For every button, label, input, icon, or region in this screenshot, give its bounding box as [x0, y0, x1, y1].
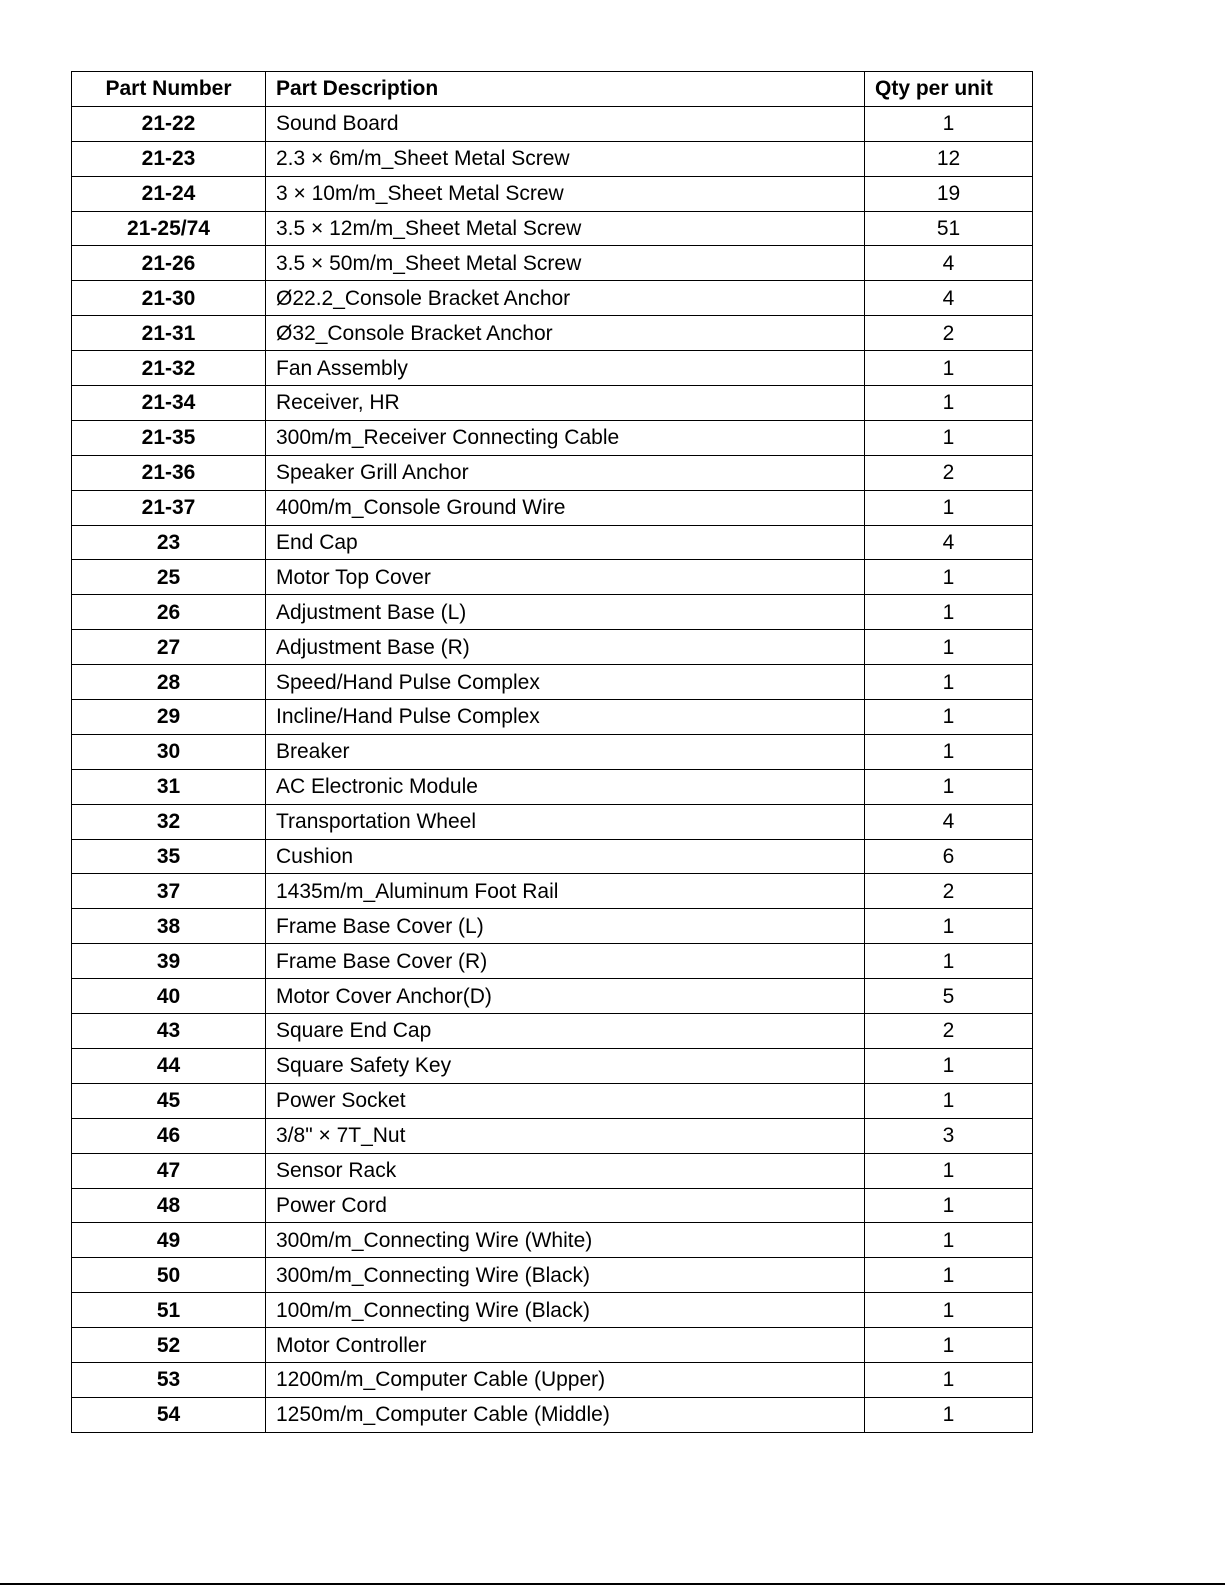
part-number-cell: 52 [72, 1328, 266, 1363]
table-row [72, 316, 1033, 351]
part-description-cell: Receiver, HR [266, 386, 865, 421]
part-description-cell: 3 × 10m/m_Sheet Metal Screw [266, 176, 865, 211]
qty-per-unit-cell: 1 [865, 420, 1033, 455]
table-row [72, 734, 1033, 769]
qty-per-unit-cell: 12 [865, 141, 1033, 176]
part-description-cell: Sound Board [266, 106, 865, 141]
table-row [72, 211, 1033, 246]
table-header [72, 72, 1033, 107]
part-number-cell: 30 [72, 734, 266, 769]
part-description-cell: 3.5 × 50m/m_Sheet Metal Screw [266, 246, 865, 281]
part-description-cell: Breaker [266, 734, 865, 769]
part-number-cell: 21-26 [72, 246, 266, 281]
qty-per-unit-cell: 1 [865, 630, 1033, 665]
part-description-cell: 1200m/m_Computer Cable (Upper) [266, 1362, 865, 1397]
part-number-cell: 50 [72, 1258, 266, 1293]
table-row [72, 386, 1033, 421]
table-row [72, 1328, 1033, 1363]
part-number-cell: 21-31 [72, 316, 266, 351]
table-row [72, 804, 1033, 839]
part-description-cell: Motor Top Cover [266, 560, 865, 595]
table-row [72, 106, 1033, 141]
table-row [72, 944, 1033, 979]
part-description-cell: Power Socket [266, 1083, 865, 1118]
part-number-cell: 48 [72, 1188, 266, 1223]
table-row [72, 909, 1033, 944]
part-number-cell: 21-22 [72, 106, 266, 141]
qty-per-unit-cell: 1 [865, 1362, 1033, 1397]
table-row [72, 281, 1033, 316]
table-body [72, 106, 1033, 1432]
part-description-cell: 400m/m_Console Ground Wire [266, 490, 865, 525]
part-description-cell: Adjustment Base (R) [266, 630, 865, 665]
qty-per-unit-cell: 1 [865, 700, 1033, 735]
part-description-cell: Transportation Wheel [266, 804, 865, 839]
table-row [72, 1188, 1033, 1223]
part-number-cell: 21-23 [72, 141, 266, 176]
part-number-cell: 28 [72, 665, 266, 700]
qty-per-unit-cell: 2 [865, 316, 1033, 351]
qty-per-unit-cell: 2 [865, 455, 1033, 490]
table-row [72, 455, 1033, 490]
part-number-cell: 21-24 [72, 176, 266, 211]
part-number-cell: 21-32 [72, 351, 266, 386]
table-row [72, 839, 1033, 874]
qty-per-unit-cell: 1 [865, 386, 1033, 421]
part-description-cell: 300m/m_Connecting Wire (White) [266, 1223, 865, 1258]
table-row [72, 420, 1033, 455]
table-row [72, 874, 1033, 909]
part-number-cell: 45 [72, 1083, 266, 1118]
parts-list-table [71, 71, 1033, 1433]
table-row [72, 1118, 1033, 1153]
part-number-cell: 21-36 [72, 455, 266, 490]
table-row [72, 665, 1033, 700]
part-description-cell: Speaker Grill Anchor [266, 455, 865, 490]
table-row [72, 1397, 1033, 1432]
part-number-cell: 23 [72, 525, 266, 560]
table-row [72, 1083, 1033, 1118]
qty-per-unit-cell: 1 [865, 1188, 1033, 1223]
qty-per-unit-cell: 1 [865, 1153, 1033, 1188]
table-row [72, 351, 1033, 386]
table-row [72, 1293, 1033, 1328]
part-number-cell: 49 [72, 1223, 266, 1258]
part-number-cell: 26 [72, 595, 266, 630]
table-row [72, 246, 1033, 281]
qty-per-unit-cell: 1 [865, 1223, 1033, 1258]
part-description-cell: End Cap [266, 525, 865, 560]
qty-per-unit-cell: 5 [865, 979, 1033, 1014]
part-description-cell: Square Safety Key [266, 1048, 865, 1083]
part-description-cell: Fan Assembly [266, 351, 865, 386]
qty-per-unit-cell: 1 [865, 595, 1033, 630]
header-part-description: Part Description [266, 72, 865, 107]
qty-per-unit-cell: 4 [865, 804, 1033, 839]
part-number-cell: 31 [72, 769, 266, 804]
part-number-cell: 27 [72, 630, 266, 665]
part-description-cell: 3.5 × 12m/m_Sheet Metal Screw [266, 211, 865, 246]
part-description-cell: Ø32_Console Bracket Anchor [266, 316, 865, 351]
part-number-cell: 21-30 [72, 281, 266, 316]
part-number-cell: 35 [72, 839, 266, 874]
part-description-cell: Motor Cover Anchor(D) [266, 979, 865, 1014]
table-row [72, 1014, 1033, 1049]
table-row [72, 141, 1033, 176]
qty-per-unit-cell: 1 [865, 1083, 1033, 1118]
part-number-cell: 43 [72, 1014, 266, 1049]
part-description-cell: 300m/m_Receiver Connecting Cable [266, 420, 865, 455]
part-number-cell: 32 [72, 804, 266, 839]
table-row [72, 1153, 1033, 1188]
part-number-cell: 47 [72, 1153, 266, 1188]
part-description-cell: Ø22.2_Console Bracket Anchor [266, 281, 865, 316]
table-row [72, 176, 1033, 211]
part-number-cell: 46 [72, 1118, 266, 1153]
qty-per-unit-cell: 1 [865, 560, 1033, 595]
qty-per-unit-cell: 6 [865, 839, 1033, 874]
qty-per-unit-cell: 1 [865, 734, 1033, 769]
table-row [72, 630, 1033, 665]
qty-per-unit-cell: 4 [865, 525, 1033, 560]
part-description-cell: 1435m/m_Aluminum Foot Rail [266, 874, 865, 909]
qty-per-unit-cell: 1 [865, 1293, 1033, 1328]
part-description-cell: 300m/m_Connecting Wire (Black) [266, 1258, 865, 1293]
table-row [72, 1258, 1033, 1293]
part-description-cell: 100m/m_Connecting Wire (Black) [266, 1293, 865, 1328]
part-description-cell: Speed/Hand Pulse Complex [266, 665, 865, 700]
qty-per-unit-cell: 1 [865, 490, 1033, 525]
table-row [72, 525, 1033, 560]
part-number-cell: 51 [72, 1293, 266, 1328]
part-description-cell: Square End Cap [266, 1014, 865, 1049]
qty-per-unit-cell: 3 [865, 1118, 1033, 1153]
table-row [72, 979, 1033, 1014]
part-description-cell: 3/8" × 7T_Nut [266, 1118, 865, 1153]
part-number-cell: 21-25/74 [72, 211, 266, 246]
qty-per-unit-cell: 1 [865, 1328, 1033, 1363]
qty-per-unit-cell: 1 [865, 1397, 1033, 1432]
qty-per-unit-cell: 19 [865, 176, 1033, 211]
part-number-cell: 54 [72, 1397, 266, 1432]
header-row [72, 72, 1033, 107]
part-number-cell: 29 [72, 700, 266, 735]
qty-per-unit-cell: 2 [865, 874, 1033, 909]
part-number-cell: 21-37 [72, 490, 266, 525]
table-row [72, 700, 1033, 735]
qty-per-unit-cell: 1 [865, 1258, 1033, 1293]
header-qty-per-unit: Qty per unit [865, 72, 1033, 107]
table-row [72, 1048, 1033, 1083]
part-number-cell: 21-34 [72, 386, 266, 421]
qty-per-unit-cell: 1 [865, 769, 1033, 804]
qty-per-unit-cell: 51 [865, 211, 1033, 246]
table-row [72, 769, 1033, 804]
table-row [72, 1223, 1033, 1258]
table-row [72, 1362, 1033, 1397]
part-description-cell: Adjustment Base (L) [266, 595, 865, 630]
part-description-cell: 2.3 × 6m/m_Sheet Metal Screw [266, 141, 865, 176]
qty-per-unit-cell: 2 [865, 1014, 1033, 1049]
qty-per-unit-cell: 4 [865, 281, 1033, 316]
part-number-cell: 37 [72, 874, 266, 909]
part-description-cell: 1250m/m_Computer Cable (Middle) [266, 1397, 865, 1432]
qty-per-unit-cell: 1 [865, 351, 1033, 386]
qty-per-unit-cell: 1 [865, 1048, 1033, 1083]
table-row [72, 490, 1033, 525]
table-row [72, 595, 1033, 630]
part-description-cell: AC Electronic Module [266, 769, 865, 804]
table-row [72, 560, 1033, 595]
part-description-cell: Motor Controller [266, 1328, 865, 1363]
part-description-cell: Incline/Hand Pulse Complex [266, 700, 865, 735]
part-number-cell: 39 [72, 944, 266, 979]
part-description-cell: Cushion [266, 839, 865, 874]
qty-per-unit-cell: 1 [865, 106, 1033, 141]
part-number-cell: 44 [72, 1048, 266, 1083]
part-number-cell: 38 [72, 909, 266, 944]
qty-per-unit-cell: 4 [865, 246, 1033, 281]
part-number-cell: 40 [72, 979, 266, 1014]
part-number-cell: 21-35 [72, 420, 266, 455]
qty-per-unit-cell: 1 [865, 909, 1033, 944]
part-description-cell: Sensor Rack [266, 1153, 865, 1188]
part-description-cell: Power Cord [266, 1188, 865, 1223]
header-part-number: Part Number [72, 72, 266, 107]
part-number-cell: 53 [72, 1362, 266, 1397]
part-number-cell: 25 [72, 560, 266, 595]
part-description-cell: Frame Base Cover (R) [266, 944, 865, 979]
qty-per-unit-cell: 1 [865, 665, 1033, 700]
part-description-cell: Frame Base Cover (L) [266, 909, 865, 944]
qty-per-unit-cell: 1 [865, 944, 1033, 979]
